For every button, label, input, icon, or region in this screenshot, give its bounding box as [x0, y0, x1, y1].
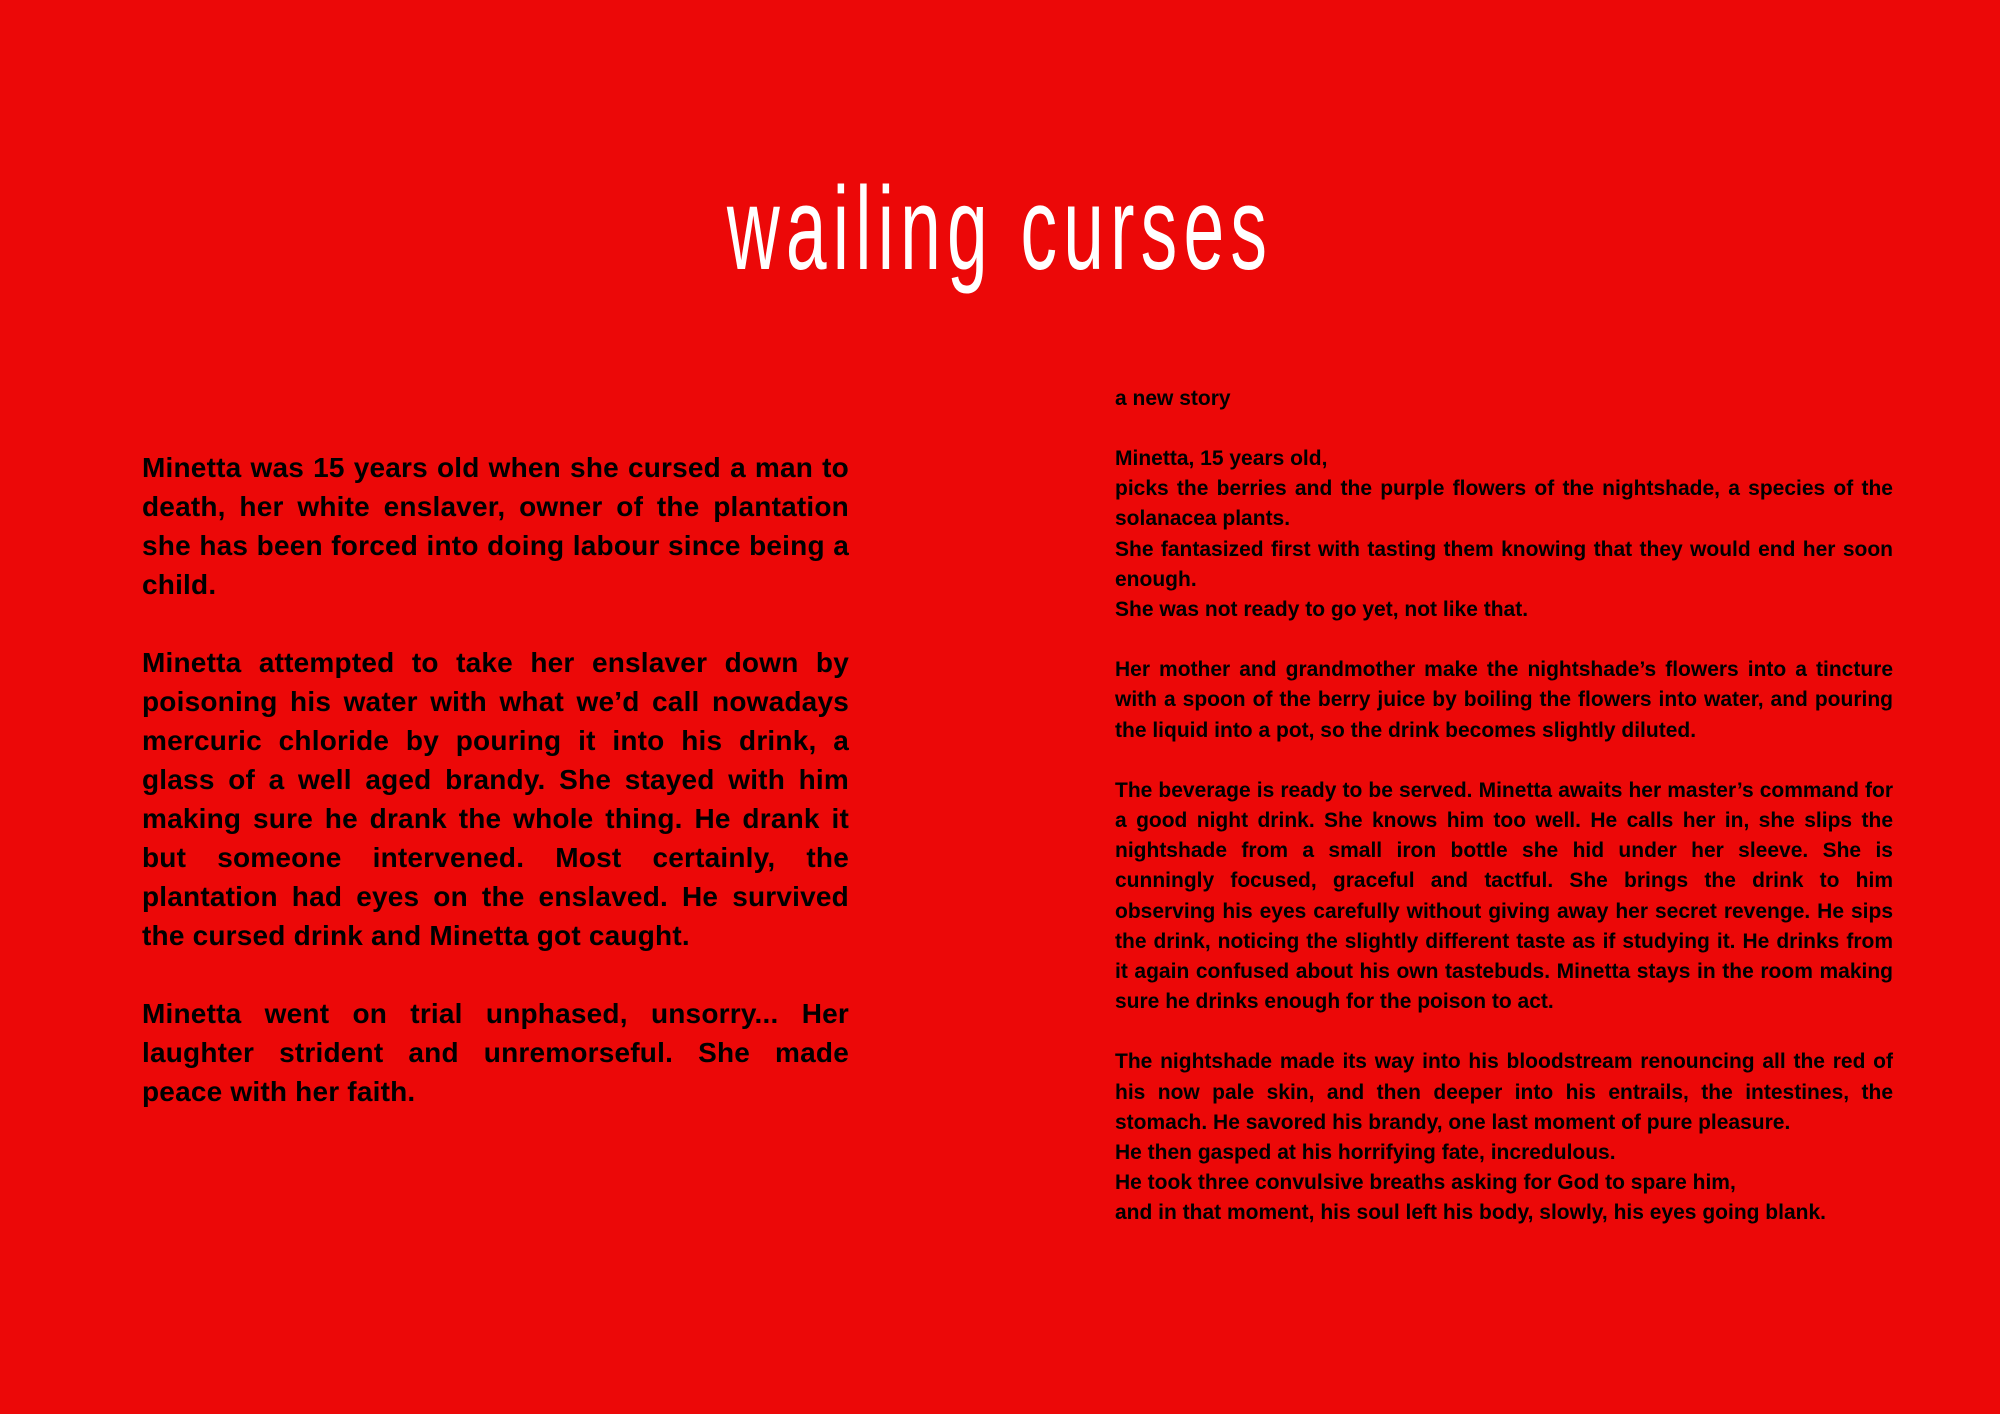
story-column: [1115, 384, 1893, 1259]
intro-paragraph-1: Minetta was 15 years old when she cursed a man to death, her white enslaver, owner of the plantation she has been forced into doing labour since being a child.: [142, 452, 849, 600]
intro-column: [142, 448, 849, 1150]
story-subtitle: a new story: [1115, 387, 1231, 410]
story-paragraph-1-line-1: Minetta, 15 years old,: [1115, 447, 1328, 470]
story-paragraph-4-line-3: He took three convulsive breaths asking for God to spare him,: [1115, 1171, 1736, 1195]
intro-paragraph-3: Minetta went on trial unphased, unsorry... Her laughter strident and unremorseful. She made peace with her faith.: [142, 998, 849, 1107]
story-paragraph-4: [1115, 1047, 1893, 1228]
page-title: wailing curses: [726, 163, 1274, 295]
intro-paragraph-2: Minetta attempted to take her enslaver down by poisoning his water with what we’d call nowadays mercuric chloride by pouring it into his drink, a glass of a well aged brandy. She stayed with him making sure he drank the whole thing. He drank it but someone intervened. Most certainly, the plantation had eyes on the enslaved. He survived the cursed drink and Minetta got caught.: [142, 647, 849, 951]
story-paragraph-4-line-2: He then gasped at his horrifying fate, incredulous.: [1115, 1141, 1616, 1165]
story-paragraph-1-line-2: picks the berries and the purple flowers of the nightshade, a species of the solanacea plants.: [1115, 477, 1893, 531]
story-paragraph-2: Her mother and grandmother make the nightshade’s flowers into a tincture with a spoon of the berry juice by boiling the flowers into water, and pouring the liquid into a pot, so the drink becomes slightly diluted.: [1115, 658, 1893, 742]
story-paragraph-1: [1115, 444, 1893, 625]
story-paragraph-3: The beverage is ready to be served. Minetta awaits her master’s command for a good night drink. She knows him too well. He calls her in, she slips the nightshade from a small iron bottle she hid under her sleeve. She is cunningly focused, graceful and tactful. She brings the drink to him observing his eyes carefully without giving away her secret revenge. He sips the drink, noticing the slightly different taste as if studying it. He drinks from it again confused about his own tastebuds. Minetta stays in the room making sure he drinks enough for the poison to act.: [1115, 778, 1893, 1014]
story-paragraph-1-line-4: She was not ready to go yet, not like that.: [1115, 598, 1529, 622]
story-paragraph-1-line-3: She fantasized first with tasting them knowing that they would end her soon enough.: [1115, 537, 1893, 591]
story-paragraph-4-line-4: and in that moment, his soul left his body, slowly, his eyes going blank.: [1115, 1201, 1826, 1225]
story-paragraph-4-line-1: The nightshade made its way into his bloodstream renouncing all the red of his now pale skin, and then deeper into his entrails, the intestines, the stomach. He savored his brandy, one last moment of pure pleasure.: [1115, 1050, 1893, 1134]
